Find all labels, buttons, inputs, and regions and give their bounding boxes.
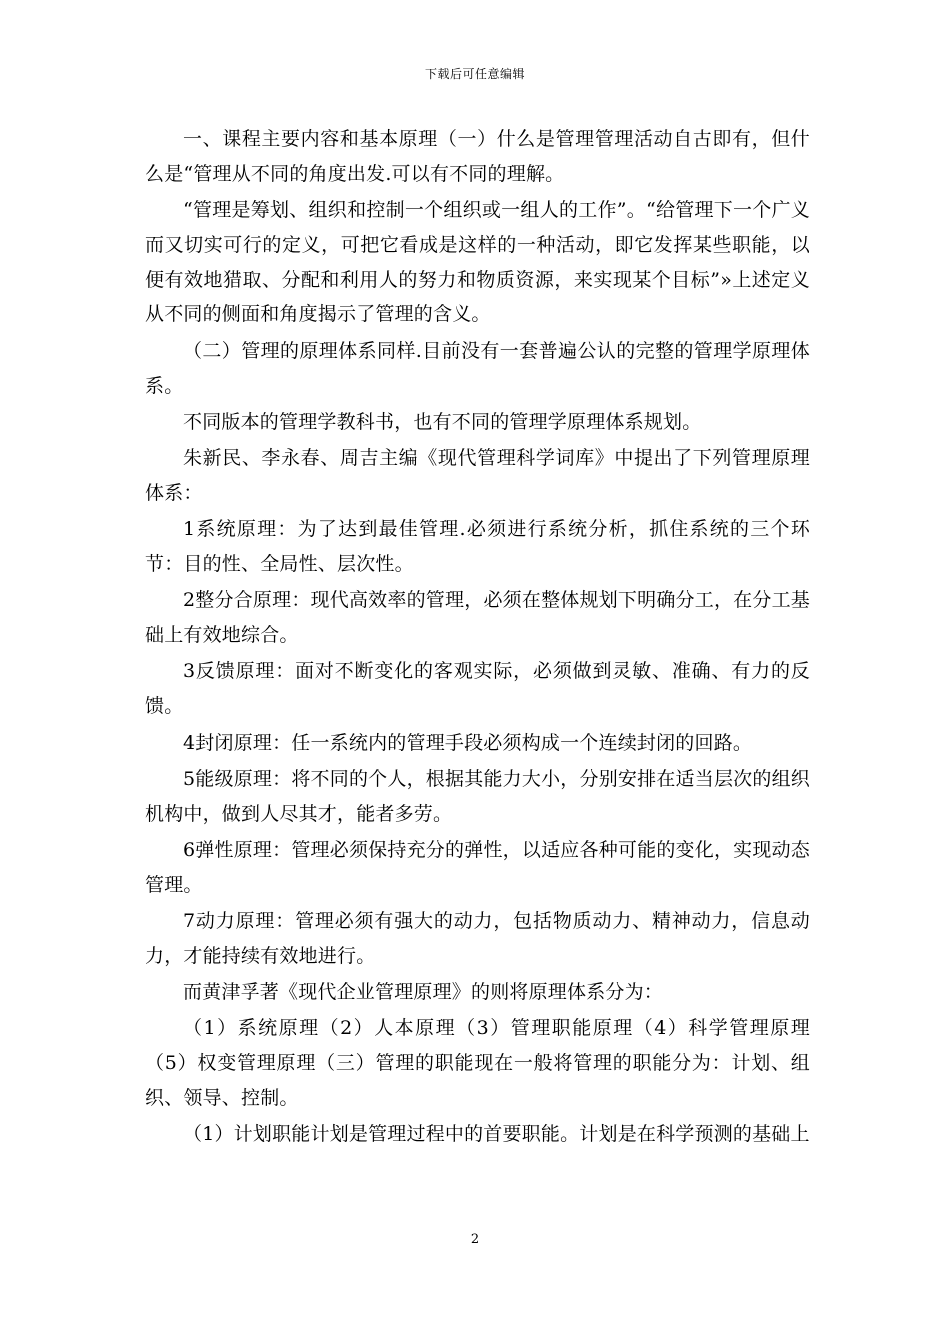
paragraph: 不同版本的管理学教科书，也有不同的管理学原理体系规划。 [183,410,702,433]
paragraph: 1系统原理：为了达到最佳管理.必须进行系统分析，抓住系统的三个环节：目的性、全局性、层次性。 [145,518,810,576]
document-body [145,122,810,1154]
paragraph: （1）计划职能计划是管理过程中的首要职能。计划是在科学预测的基础上 [183,1123,810,1146]
paragraph: （二）管理的原理体系同样.目前没有一套普遍公认的完整的管理学原理体系。 [145,339,810,397]
paragraph: 6弹性原理：管理必须保持充分的弹性，以适应各种可能的变化，实现动态管理。 [145,838,810,896]
paragraph: （1）系统原理（2）人本原理（3）管理职能原理（4）科学管理原理（5）权变管理原理（三）管理的职能现在一般将管理的职能分为：计划、组织、领导、控制。 [145,1017,810,1110]
page-number: 2 [470,1232,480,1247]
paragraph: 而黄津孚著《现代企业管理原理》的则将原理体系分为： [183,981,664,1004]
paragraph: 5能级原理：将不同的个人，根据其能力大小，分别安排在适当层次的组织机构中，做到人尽其才，能者多劳。 [145,767,810,825]
paragraph: 3反馈原理：面对不断变化的客观实际，必须做到灵敏、准确、有力的反馈。 [145,660,810,718]
paragraph: 2整分合原理：现代高效率的管理，必须在整体规划下明确分工，在分工基础上有效地综合。 [145,589,810,647]
paragraph: 一、课程主要内容和基本原理（一）什么是管理管理活动自古即有，但什么是“管理从不同的角度出发.可以有不同的理解。 [145,128,810,185]
paragraph: “管理是筹划、组织和控制一个组织或一组人的工作”。“给管理下一个广义而又切实可行的定义，可把它看成是这样的一种活动，即它发挥某些职能，以便有效地猎取、分配和利用人的努力和物质资源，来实现某个目标”»上述定义从不同的侧面和角度揭示了管理的含义。 [145,199,810,326]
paragraph: 4封闭原理：任一系统内的管理手段必须构成一个连续封闭的回路。 [183,731,753,754]
paragraph: 朱新民、李永春、周吉主编《现代管理科学词库》中提出了下列管理原理体系： [145,447,810,504]
paragraph: 7动力原理：管理必须有强大的动力，包括物质动力、精神动力，信息动力，才能持续有效地进行。 [145,910,810,967]
page-header: 下载后可任意编辑 [424,67,525,81]
